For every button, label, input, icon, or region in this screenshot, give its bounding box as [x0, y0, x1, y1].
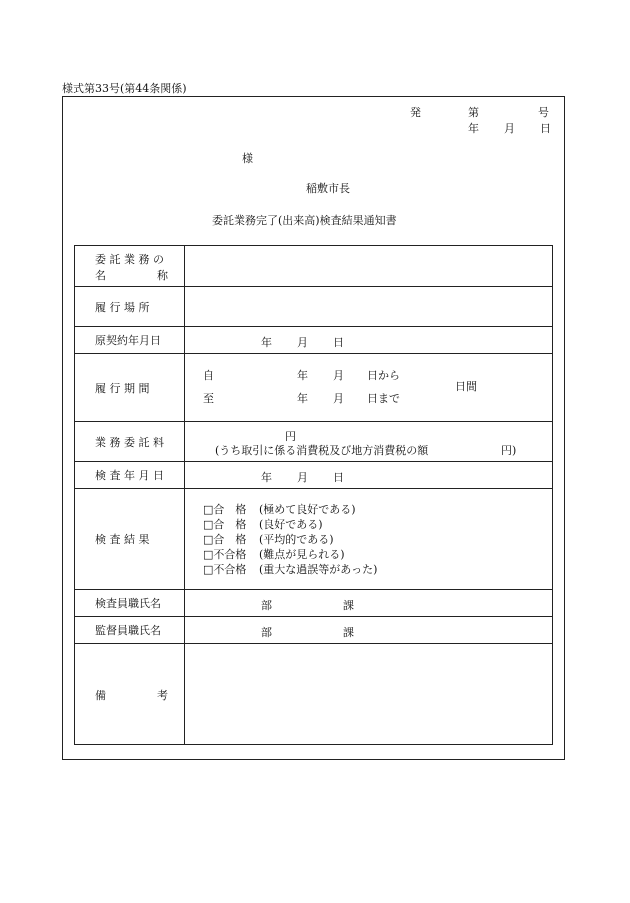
- biko-label: [75, 644, 185, 745]
- date-month-label: 月: [504, 122, 515, 135]
- date-day-label: 日: [540, 122, 551, 135]
- result-option[interactable]: [185, 547, 552, 562]
- issuer-name: 稲敷市長: [306, 182, 350, 195]
- gyomu-itakuryo-label: 業 務 委 託 料: [75, 422, 185, 462]
- gyomu-name-label-mei: 名: [95, 268, 106, 282]
- result-option[interactable]: [185, 532, 552, 547]
- kantokuin-value[interactable]: [185, 617, 553, 644]
- result-option-desc: (極めて良好である): [259, 502, 356, 516]
- kikan-ji: 自: [203, 368, 214, 382]
- gen-keiyaku-day: 日: [333, 335, 344, 349]
- kensa-date-value[interactable]: [185, 462, 553, 489]
- kensain-ka: 課: [343, 598, 354, 612]
- table-row: [75, 489, 553, 590]
- table-row: [75, 617, 553, 644]
- itakuryo-tax-yen: 円): [501, 443, 517, 457]
- table-row: [75, 422, 553, 462]
- kikan-to-month: 月: [333, 391, 344, 405]
- biko-label-bi: 備: [95, 689, 106, 702]
- kikan-from-month: 月: [333, 368, 344, 382]
- hatsu-label: 発: [410, 106, 421, 119]
- table-row: [75, 644, 553, 745]
- result-option-desc: (平均的である): [259, 532, 334, 546]
- table-row: [75, 246, 553, 287]
- gyomu-name-label-line1: 委 託 業 務 の: [95, 252, 164, 266]
- itakuryo-yen: 円: [285, 429, 296, 443]
- gen-keiyaku-label: 原契約年月日: [75, 327, 185, 354]
- gen-keiyaku-month: 月: [297, 335, 308, 349]
- kantokuin-label: 監督員職氏名: [75, 617, 185, 644]
- kensain-bu: 部: [261, 598, 272, 612]
- kikan-to-day: 日まで: [367, 391, 400, 405]
- kantokuin-ka: 課: [343, 625, 354, 639]
- form-number-label: 様式第33号(第44条関係): [62, 82, 187, 95]
- gyomu-name-value[interactable]: [185, 246, 553, 287]
- result-option-desc: (難点が見られる): [259, 547, 345, 561]
- result-option-desc: (良好である): [259, 517, 323, 531]
- kikan-from-year: 年: [297, 368, 308, 382]
- result-option-grade: □合 格: [203, 502, 247, 516]
- gyomu-name-label-line2: [95, 267, 184, 282]
- gen-keiyaku-year: 年: [261, 335, 272, 349]
- result-option-grade: □不合格: [203, 562, 247, 576]
- kensa-date-year: 年: [261, 470, 272, 484]
- go-label: 号: [538, 106, 549, 119]
- result-option-grade: □不合格: [203, 547, 247, 561]
- table-row: [75, 287, 553, 327]
- result-option[interactable]: [185, 562, 552, 577]
- result-option[interactable]: [185, 517, 552, 532]
- kensain-value[interactable]: [185, 590, 553, 617]
- gyomu-name-label: [75, 246, 185, 287]
- rikou-basho-value[interactable]: [185, 287, 553, 327]
- table-row: [75, 354, 553, 422]
- kensa-date-month: 月: [297, 470, 308, 484]
- kantokuin-bu: 部: [261, 625, 272, 639]
- gen-keiyaku-value[interactable]: [185, 327, 553, 354]
- kikan-nichikan: 日間: [455, 379, 477, 393]
- rikou-kikan-label: 履 行 期 間: [75, 354, 185, 422]
- gyomu-itakuryo-value[interactable]: [185, 422, 553, 462]
- result-option-grade: □合 格: [203, 532, 247, 546]
- dai-label: 第: [468, 106, 479, 119]
- gyomu-name-label-sho: 称: [157, 268, 168, 282]
- itakuryo-tax-note: (うち取引に係る消費税及び地方消費税の額: [215, 443, 429, 457]
- table-row: [75, 590, 553, 617]
- inspection-result-table: [74, 245, 553, 745]
- biko-value[interactable]: [185, 644, 553, 745]
- table-row: [75, 462, 553, 489]
- kikan-from-day: 日から: [367, 368, 400, 382]
- date-year-label: 年: [468, 122, 479, 135]
- biko-label-ko: 考: [157, 689, 168, 702]
- rikou-basho-label: 履 行 場 所: [75, 287, 185, 327]
- document-title: 委託業務完了(出来高)検査結果通知書: [212, 214, 397, 227]
- rikou-kikan-value[interactable]: [185, 354, 553, 422]
- addressee-suffix: 様: [242, 152, 253, 165]
- kensa-date-day: 日: [333, 470, 344, 484]
- result-option-desc: (重大な過誤等があった): [259, 562, 378, 576]
- kikan-to-year: 年: [297, 391, 308, 405]
- kensain-label: 検査員職氏名: [75, 590, 185, 617]
- table-row: [75, 327, 553, 354]
- kensa-date-label: 検 査 年 月 日: [75, 462, 185, 489]
- kikan-shi: 至: [203, 391, 214, 405]
- result-option-grade: □合 格: [203, 517, 247, 531]
- result-option[interactable]: [185, 502, 552, 517]
- kensa-kekka-value: [185, 489, 553, 590]
- kensa-kekka-label: 検 査 結 果: [75, 489, 185, 590]
